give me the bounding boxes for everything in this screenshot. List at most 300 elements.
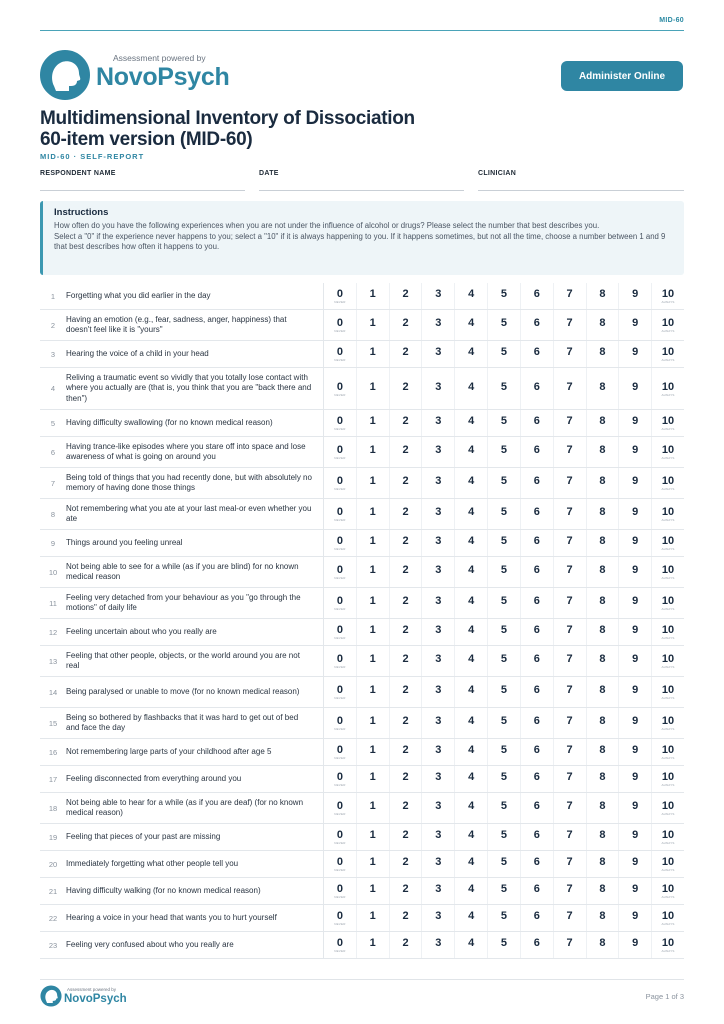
rating-option-7[interactable] — [554, 499, 587, 529]
rating-option-6[interactable] — [521, 530, 554, 556]
rating-value: 10 — [661, 564, 675, 576]
rating-option-5[interactable] — [488, 932, 521, 958]
rating-option-5[interactable] — [488, 905, 521, 931]
rating-option-1[interactable] — [357, 499, 390, 529]
rating-option-8[interactable] — [587, 851, 620, 877]
rating-option-0[interactable] — [324, 499, 357, 529]
rating-option-1[interactable] — [357, 368, 390, 409]
rating-option-8[interactable] — [587, 708, 620, 738]
rating-option-6[interactable] — [521, 708, 554, 738]
rating-option-7[interactable] — [554, 932, 587, 958]
rating-option-9[interactable] — [619, 739, 652, 765]
rating-option-5[interactable] — [488, 530, 521, 556]
rating-option-3[interactable] — [422, 341, 455, 367]
rating-option-8[interactable] — [587, 766, 620, 792]
rating-value: 5 — [500, 288, 508, 300]
rating-option-9[interactable] — [619, 766, 652, 792]
rating-value: 7 — [566, 937, 573, 949]
rating-value: 2 — [402, 829, 409, 841]
rating-option-6[interactable] — [521, 739, 554, 765]
rating-option-2[interactable] — [390, 878, 423, 904]
rating-option-10[interactable] — [652, 283, 684, 309]
rating-option-1[interactable] — [357, 905, 390, 931]
rating-option-1[interactable] — [357, 793, 390, 823]
rating-option-0[interactable] — [324, 530, 357, 556]
rating-option-6[interactable] — [521, 588, 554, 618]
rating-value: 4 — [468, 910, 475, 922]
rating-option-0[interactable] — [324, 283, 357, 309]
rating-option-9[interactable] — [619, 677, 652, 707]
rating-option-9[interactable] — [619, 283, 652, 309]
rating-option-2[interactable] — [390, 619, 423, 645]
rating-option-3[interactable] — [422, 932, 455, 958]
scale-max-label: ALWAYS — [661, 868, 675, 872]
rating-option-4[interactable] — [455, 619, 488, 645]
rating-value: 5 — [500, 506, 508, 518]
rating-option-5[interactable] — [488, 708, 521, 738]
rating-option-3[interactable] — [422, 530, 455, 556]
rating-option-6[interactable] — [521, 310, 554, 340]
rating-option-10[interactable] — [652, 793, 684, 823]
rating-option-8[interactable] — [587, 878, 620, 904]
rating-option-1[interactable] — [357, 646, 390, 676]
rating-option-10[interactable] — [652, 677, 684, 707]
rating-option-6[interactable] — [521, 341, 554, 367]
rating-option-1[interactable] — [357, 824, 390, 850]
rating-option-0[interactable] — [324, 851, 357, 877]
rating-option-8[interactable] — [587, 410, 620, 436]
rating-option-6[interactable] — [521, 793, 554, 823]
rating-option-2[interactable] — [390, 557, 423, 587]
rating-option-2[interactable] — [390, 310, 423, 340]
rating-option-0[interactable] — [324, 341, 357, 367]
rating-value: 7 — [566, 800, 573, 812]
rating-option-7[interactable] — [554, 588, 587, 618]
rating-option-2[interactable] — [390, 708, 423, 738]
rating-option-0[interactable] — [324, 468, 357, 498]
rating-option-2[interactable] — [390, 646, 423, 676]
rating-option-2[interactable] — [390, 766, 423, 792]
rating-option-6[interactable] — [521, 468, 554, 498]
date-field[interactable] — [259, 170, 464, 192]
rating-option-9[interactable] — [619, 619, 652, 645]
item-number: 11 — [49, 598, 57, 608]
rating-option-0[interactable] — [324, 368, 357, 409]
rating-option-1[interactable] — [357, 468, 390, 498]
rating-option-3[interactable] — [422, 878, 455, 904]
rating-option-2[interactable] — [390, 793, 423, 823]
rating-option-8[interactable] — [587, 557, 620, 587]
rating-option-4[interactable] — [455, 410, 488, 436]
rating-value: 5 — [500, 771, 508, 783]
rating-option-6[interactable] — [521, 619, 554, 645]
rating-option-3[interactable] — [422, 437, 455, 467]
rating-option-10[interactable] — [652, 499, 684, 529]
rating-option-6[interactable] — [521, 283, 554, 309]
rating-option-7[interactable] — [554, 368, 587, 409]
rating-option-4[interactable] — [455, 341, 488, 367]
rating-value: 1 — [369, 800, 376, 812]
rating-option-2[interactable] — [390, 437, 423, 467]
rating-option-0[interactable] — [324, 557, 357, 587]
rating-option-3[interactable] — [422, 410, 455, 436]
rating-option-5[interactable] — [488, 499, 521, 529]
rating-option-8[interactable] — [587, 932, 620, 958]
rating-option-9[interactable] — [619, 310, 652, 340]
rating-option-4[interactable] — [455, 437, 488, 467]
rating-option-10[interactable] — [652, 766, 684, 792]
footer-powered-by: Assessment powered by — [67, 987, 117, 992]
rating-option-5[interactable] — [488, 824, 521, 850]
rating-option-0[interactable] — [324, 410, 357, 436]
rating-option-10[interactable] — [652, 588, 684, 618]
rating-option-1[interactable] — [357, 283, 390, 309]
rating-value: 6 — [533, 800, 540, 812]
rating-option-5[interactable] — [488, 739, 521, 765]
rating-option-9[interactable] — [619, 646, 652, 676]
rating-option-8[interactable] — [587, 619, 620, 645]
rating-option-7[interactable] — [554, 646, 587, 676]
rating-option-3[interactable] — [422, 646, 455, 676]
rating-option-2[interactable] — [390, 499, 423, 529]
rating-option-9[interactable] — [619, 530, 652, 556]
rating-option-4[interactable] — [455, 530, 488, 556]
rating-option-9[interactable] — [619, 905, 652, 931]
rating-option-9[interactable] — [619, 341, 652, 367]
rating-option-5[interactable] — [488, 766, 521, 792]
rating-option-4[interactable] — [455, 766, 488, 792]
rating-option-7[interactable] — [554, 766, 587, 792]
rating-value: 2 — [402, 800, 409, 812]
rating-option-10[interactable] — [652, 824, 684, 850]
respondent-name-field[interactable] — [40, 170, 245, 192]
rating-option-7[interactable] — [554, 878, 587, 904]
rating-option-2[interactable] — [390, 905, 423, 931]
rating-value: 4 — [468, 653, 475, 665]
rating-option-4[interactable] — [455, 708, 488, 738]
rating-option-4[interactable] — [455, 932, 488, 958]
rating-option-3[interactable] — [422, 851, 455, 877]
rating-option-9[interactable] — [619, 557, 652, 587]
rating-value: 7 — [566, 346, 573, 358]
rating-option-0[interactable] — [324, 932, 357, 958]
rating-option-3[interactable] — [422, 905, 455, 931]
rating-option-10[interactable] — [652, 468, 684, 498]
rating-option-5[interactable] — [488, 851, 521, 877]
rating-option-5[interactable] — [488, 619, 521, 645]
rating-option-1[interactable] — [357, 739, 390, 765]
rating-option-1[interactable] — [357, 708, 390, 738]
rating-value: 8 — [599, 380, 606, 393]
rating-scale — [323, 766, 684, 792]
rating-option-10[interactable] — [652, 739, 684, 765]
rating-option-3[interactable] — [422, 677, 455, 707]
rating-option-7[interactable] — [554, 557, 587, 587]
rating-option-7[interactable] — [554, 619, 587, 645]
rating-option-4[interactable] — [455, 677, 488, 707]
rating-option-7[interactable] — [554, 677, 587, 707]
rating-option-8[interactable] — [587, 588, 620, 618]
rating-option-3[interactable] — [422, 557, 455, 587]
rating-option-7[interactable] — [554, 310, 587, 340]
rating-option-2[interactable] — [390, 588, 423, 618]
rating-option-2[interactable] — [390, 468, 423, 498]
powered-by-text: Assessment powered by — [113, 53, 206, 63]
rating-option-10[interactable] — [652, 310, 684, 340]
rating-option-9[interactable] — [619, 588, 652, 618]
rating-option-1[interactable] — [357, 851, 390, 877]
rating-option-0[interactable] — [324, 766, 357, 792]
rating-option-3[interactable] — [422, 588, 455, 618]
rating-value: 1 — [369, 317, 376, 329]
rating-option-2[interactable] — [390, 739, 423, 765]
rating-option-5[interactable] — [488, 283, 521, 309]
administer-online-button[interactable]: Administer Online — [561, 61, 683, 91]
rating-option-5[interactable] — [488, 341, 521, 367]
rating-option-4[interactable] — [455, 824, 488, 850]
rating-option-9[interactable] — [619, 499, 652, 529]
rating-option-6[interactable] — [521, 557, 554, 587]
rating-option-10[interactable] — [652, 437, 684, 467]
rating-option-1[interactable] — [357, 619, 390, 645]
rating-option-8[interactable] — [587, 905, 620, 931]
rating-option-4[interactable] — [455, 557, 488, 587]
rating-option-1[interactable] — [357, 410, 390, 436]
rating-option-8[interactable] — [587, 368, 620, 409]
rating-option-8[interactable] — [587, 499, 620, 529]
rating-option-1[interactable] — [357, 588, 390, 618]
rating-option-5[interactable] — [488, 793, 521, 823]
rating-option-2[interactable] — [390, 530, 423, 556]
item-number: 17 — [48, 774, 58, 784]
rating-option-0[interactable] — [324, 878, 357, 904]
rating-option-1[interactable] — [357, 341, 390, 367]
rating-option-8[interactable] — [587, 824, 620, 850]
rating-option-8[interactable] — [587, 739, 620, 765]
rating-option-7[interactable] — [554, 708, 587, 738]
rating-value: 1 — [369, 380, 376, 393]
rating-option-6[interactable] — [521, 766, 554, 792]
rating-option-1[interactable] — [357, 530, 390, 556]
rating-option-6[interactable] — [521, 878, 554, 904]
rating-option-0[interactable] — [324, 619, 357, 645]
rating-option-1[interactable] — [357, 557, 390, 587]
rating-option-4[interactable] — [455, 739, 488, 765]
rating-option-3[interactable] — [422, 468, 455, 498]
rating-option-2[interactable] — [390, 341, 423, 367]
rating-value: 0 — [336, 856, 343, 868]
rating-option-3[interactable] — [422, 368, 455, 409]
rating-option-0[interactable] — [324, 708, 357, 738]
rating-option-2[interactable] — [390, 677, 423, 707]
rating-scale — [323, 368, 684, 409]
rating-option-3[interactable] — [422, 824, 455, 850]
rating-option-2[interactable] — [390, 932, 423, 958]
rating-option-4[interactable] — [455, 878, 488, 904]
rating-option-10[interactable] — [652, 878, 684, 904]
rating-option-3[interactable] — [422, 793, 455, 823]
rating-option-5[interactable] — [488, 368, 521, 409]
rating-value: 2 — [402, 910, 409, 922]
scale-min-label: NEVER — [334, 636, 346, 640]
rating-option-3[interactable] — [422, 310, 455, 340]
rating-option-8[interactable] — [587, 437, 620, 467]
clinician-field[interactable] — [478, 170, 684, 192]
item-text: Having difficulty swallowing (for no known medical reason) — [66, 417, 273, 427]
rating-option-8[interactable] — [587, 530, 620, 556]
scale-max-label: ALWAYS — [661, 456, 675, 460]
rating-option-1[interactable] — [357, 677, 390, 707]
rating-option-10[interactable] — [652, 905, 684, 931]
rating-option-1[interactable] — [357, 437, 390, 467]
rating-option-8[interactable] — [587, 646, 620, 676]
rating-option-10[interactable] — [652, 557, 684, 587]
rating-option-5[interactable] — [488, 646, 521, 676]
rating-option-6[interactable] — [521, 410, 554, 436]
rating-option-6[interactable] — [521, 499, 554, 529]
rating-option-5[interactable] — [488, 588, 521, 618]
rating-option-5[interactable] — [488, 437, 521, 467]
rating-value: 4 — [468, 856, 475, 868]
rating-value: 10 — [661, 829, 675, 841]
rating-option-7[interactable] — [554, 905, 587, 931]
rating-option-1[interactable] — [357, 932, 390, 958]
rating-option-0[interactable] — [324, 310, 357, 340]
rating-value: 10 — [661, 744, 675, 756]
rating-option-2[interactable] — [390, 824, 423, 850]
rating-option-4[interactable] — [455, 905, 488, 931]
page-title — [40, 108, 415, 150]
rating-option-9[interactable] — [619, 437, 652, 467]
rating-option-9[interactable] — [619, 410, 652, 436]
rating-option-9[interactable] — [619, 468, 652, 498]
rating-option-3[interactable] — [422, 739, 455, 765]
rating-option-0[interactable] — [324, 588, 357, 618]
rating-option-6[interactable] — [521, 368, 554, 409]
rating-option-4[interactable] — [455, 588, 488, 618]
rating-option-4[interactable] — [455, 793, 488, 823]
rating-option-6[interactable] — [521, 677, 554, 707]
rating-option-5[interactable] — [488, 410, 521, 436]
rating-option-10[interactable] — [652, 410, 684, 436]
rating-option-3[interactable] — [422, 283, 455, 309]
rating-option-4[interactable] — [455, 851, 488, 877]
item-row — [40, 878, 684, 905]
rating-option-7[interactable] — [554, 851, 587, 877]
rating-option-6[interactable] — [521, 646, 554, 676]
rating-option-10[interactable] — [652, 530, 684, 556]
rating-value: 0 — [336, 624, 343, 636]
rating-option-9[interactable] — [619, 708, 652, 738]
rating-value: 4 — [468, 475, 475, 487]
rating-option-6[interactable] — [521, 824, 554, 850]
rating-option-10[interactable] — [652, 368, 684, 409]
rating-option-7[interactable] — [554, 341, 587, 367]
rating-option-8[interactable] — [587, 468, 620, 498]
rating-option-3[interactable] — [422, 499, 455, 529]
rating-option-2[interactable] — [390, 410, 423, 436]
rating-option-4[interactable] — [455, 646, 488, 676]
rating-option-3[interactable] — [422, 766, 455, 792]
instructions-heading: Instructions — [54, 207, 109, 218]
rating-option-10[interactable] — [652, 619, 684, 645]
rating-option-0[interactable] — [324, 677, 357, 707]
rating-option-6[interactable] — [521, 932, 554, 958]
rating-option-4[interactable] — [455, 310, 488, 340]
rating-option-6[interactable] — [521, 905, 554, 931]
rating-option-1[interactable] — [357, 310, 390, 340]
rating-option-1[interactable] — [357, 878, 390, 904]
rating-option-8[interactable] — [587, 341, 620, 367]
rating-option-9[interactable] — [619, 824, 652, 850]
rating-option-9[interactable] — [619, 878, 652, 904]
rating-option-0[interactable] — [324, 824, 357, 850]
rating-value: 5 — [500, 535, 508, 547]
rating-option-4[interactable] — [455, 499, 488, 529]
rating-option-6[interactable] — [521, 851, 554, 877]
rating-option-5[interactable] — [488, 310, 521, 340]
rating-option-7[interactable] — [554, 530, 587, 556]
rating-option-0[interactable] — [324, 739, 357, 765]
rating-option-7[interactable] — [554, 283, 587, 309]
rating-option-3[interactable] — [422, 708, 455, 738]
rating-option-6[interactable] — [521, 437, 554, 467]
rating-option-4[interactable] — [455, 368, 488, 409]
item-list — [40, 283, 684, 959]
rating-option-0[interactable] — [324, 646, 357, 676]
rating-option-8[interactable] — [587, 677, 620, 707]
rating-option-5[interactable] — [488, 878, 521, 904]
rating-option-0[interactable] — [324, 793, 357, 823]
scale-min-label: NEVER — [334, 756, 346, 760]
rating-option-9[interactable] — [619, 932, 652, 958]
rating-value: 3 — [435, 444, 442, 456]
rating-option-5[interactable] — [488, 468, 521, 498]
rating-option-9[interactable] — [619, 368, 652, 409]
rating-option-7[interactable] — [554, 824, 587, 850]
rating-option-4[interactable] — [455, 283, 488, 309]
rating-option-7[interactable] — [554, 739, 587, 765]
rating-option-9[interactable] — [619, 851, 652, 877]
rating-value: 4 — [468, 535, 475, 547]
rating-option-0[interactable] — [324, 905, 357, 931]
rating-option-2[interactable] — [390, 283, 423, 309]
rating-option-0[interactable] — [324, 437, 357, 467]
rating-option-7[interactable] — [554, 437, 587, 467]
rating-value: 0 — [336, 937, 343, 949]
item-number: 2 — [50, 320, 56, 330]
rating-option-10[interactable] — [652, 851, 684, 877]
rating-option-4[interactable] — [455, 468, 488, 498]
rating-option-7[interactable] — [554, 793, 587, 823]
rating-option-5[interactable] — [488, 557, 521, 587]
rating-option-2[interactable] — [390, 368, 423, 409]
rating-option-1[interactable] — [357, 766, 390, 792]
rating-option-2[interactable] — [390, 851, 423, 877]
rating-option-7[interactable] — [554, 468, 587, 498]
rating-option-9[interactable] — [619, 793, 652, 823]
rating-option-10[interactable] — [652, 932, 684, 958]
rating-option-10[interactable] — [652, 341, 684, 367]
rating-option-8[interactable] — [587, 793, 620, 823]
rating-option-8[interactable] — [587, 283, 620, 309]
rating-option-5[interactable] — [488, 677, 521, 707]
rating-option-10[interactable] — [652, 646, 684, 676]
rating-option-7[interactable] — [554, 410, 587, 436]
rating-option-8[interactable] — [587, 310, 620, 340]
rating-option-10[interactable] — [652, 708, 684, 738]
rating-option-3[interactable] — [422, 619, 455, 645]
